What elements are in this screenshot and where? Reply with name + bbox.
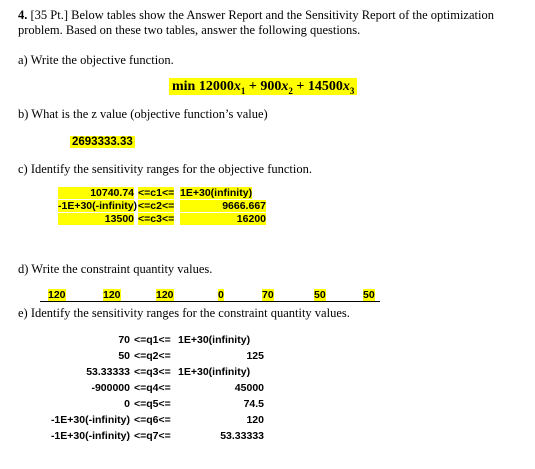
range-upper: 120 <box>246 414 264 426</box>
constraint-value: 70 <box>262 289 274 301</box>
range-lower: -1E+30(-infinity) <box>50 430 130 442</box>
range-upper: 74.5 <box>243 398 264 410</box>
constraint-value: 0 <box>218 289 224 301</box>
constraint-range-row <box>50 366 280 382</box>
part-c-prompt: c) Identify the sensitivity ranges for the objective function. <box>18 162 313 176</box>
range-lower: 53.33333 <box>86 366 130 378</box>
range-upper: 45000 <box>234 382 264 394</box>
constraint-value: 50 <box>363 289 375 301</box>
range-upper: 1E+30(infinity) <box>178 334 251 346</box>
range-lower: -900000 <box>91 382 130 394</box>
constraint-value: 50 <box>314 289 326 301</box>
range-variable: <=c1<= <box>138 187 175 199</box>
objective-range-row <box>58 200 274 213</box>
objective-prefix: min <box>172 79 199 94</box>
part-e-prompt: e) Identify the sensitivity ranges for the constraint quantity values. <box>18 306 350 320</box>
constraint-values-underline <box>40 301 380 302</box>
question-intro-line1: Below tables show the Answer Report and the Sensitivity Report of the optimization <box>71 8 494 22</box>
range-variable: <=q4<= <box>134 382 171 394</box>
objective-term-1: $12000x_1$ <box>198 79 246 96</box>
question-points: [35 Pt.] <box>30 8 68 22</box>
range-variable: <=c3<= <box>138 213 175 225</box>
z-value-answer: 2693333.33 <box>72 136 133 148</box>
range-upper: 53.33333 <box>220 430 264 442</box>
range-variable: <=q2<= <box>134 350 171 362</box>
range-upper: 125 <box>246 350 264 362</box>
range-upper: 9666.667 <box>180 200 266 212</box>
objective-sensitivity-table <box>58 187 274 226</box>
constraint-range-row <box>50 430 280 446</box>
range-upper: 1E+30(infinity) <box>178 366 251 378</box>
constraint-range-row <box>50 334 280 350</box>
constraint-value: 120 <box>103 289 121 301</box>
part-a-prompt: a) Write the objective function. <box>18 53 174 67</box>
range-variable: <=q3<= <box>134 366 171 378</box>
range-variable: <=q6<= <box>134 414 171 426</box>
range-variable: <=q5<= <box>134 398 171 410</box>
range-lower: 50 <box>118 350 130 362</box>
constraint-range-row <box>50 350 280 366</box>
constraint-sensitivity-table <box>50 334 280 446</box>
range-lower: -1E+30(-infinity) <box>58 200 138 212</box>
range-lower: -1E+30(-infinity) <box>50 414 130 426</box>
range-lower: 13500 <box>58 213 134 225</box>
question-number: 4. <box>18 8 28 22</box>
constraint-range-row <box>50 414 280 430</box>
constraint-range-row <box>50 382 280 398</box>
part-b-prompt: b) What is the z value (objective function’s value) <box>18 107 268 121</box>
range-variable: <=q7<= <box>134 430 171 442</box>
objective-term-2: + $900x_2$ <box>248 79 293 96</box>
constraint-value: 120 <box>48 289 66 301</box>
objective-range-row <box>58 187 274 200</box>
range-lower: 70 <box>118 334 130 346</box>
range-variable: <=q1<= <box>134 334 171 346</box>
question-header <box>18 8 494 23</box>
part-d-prompt: d) Write the constraint quantity values. <box>18 262 213 276</box>
range-variable: <=c2<= <box>138 200 175 212</box>
question-intro-line2: problem. Based on these two tables, answer the following questions. <box>18 23 361 37</box>
range-upper: 16200 <box>180 213 266 225</box>
range-lower: 10740.74 <box>58 187 134 199</box>
range-lower: 0 <box>124 398 130 410</box>
objective-term-3: + $14500x_3$ <box>296 79 355 96</box>
objective-function-answer <box>169 78 357 95</box>
objective-range-row <box>58 213 274 226</box>
constraint-range-row <box>50 398 280 414</box>
range-upper: 1E+30(infinity) <box>180 187 253 199</box>
constraint-value: 120 <box>156 289 174 301</box>
